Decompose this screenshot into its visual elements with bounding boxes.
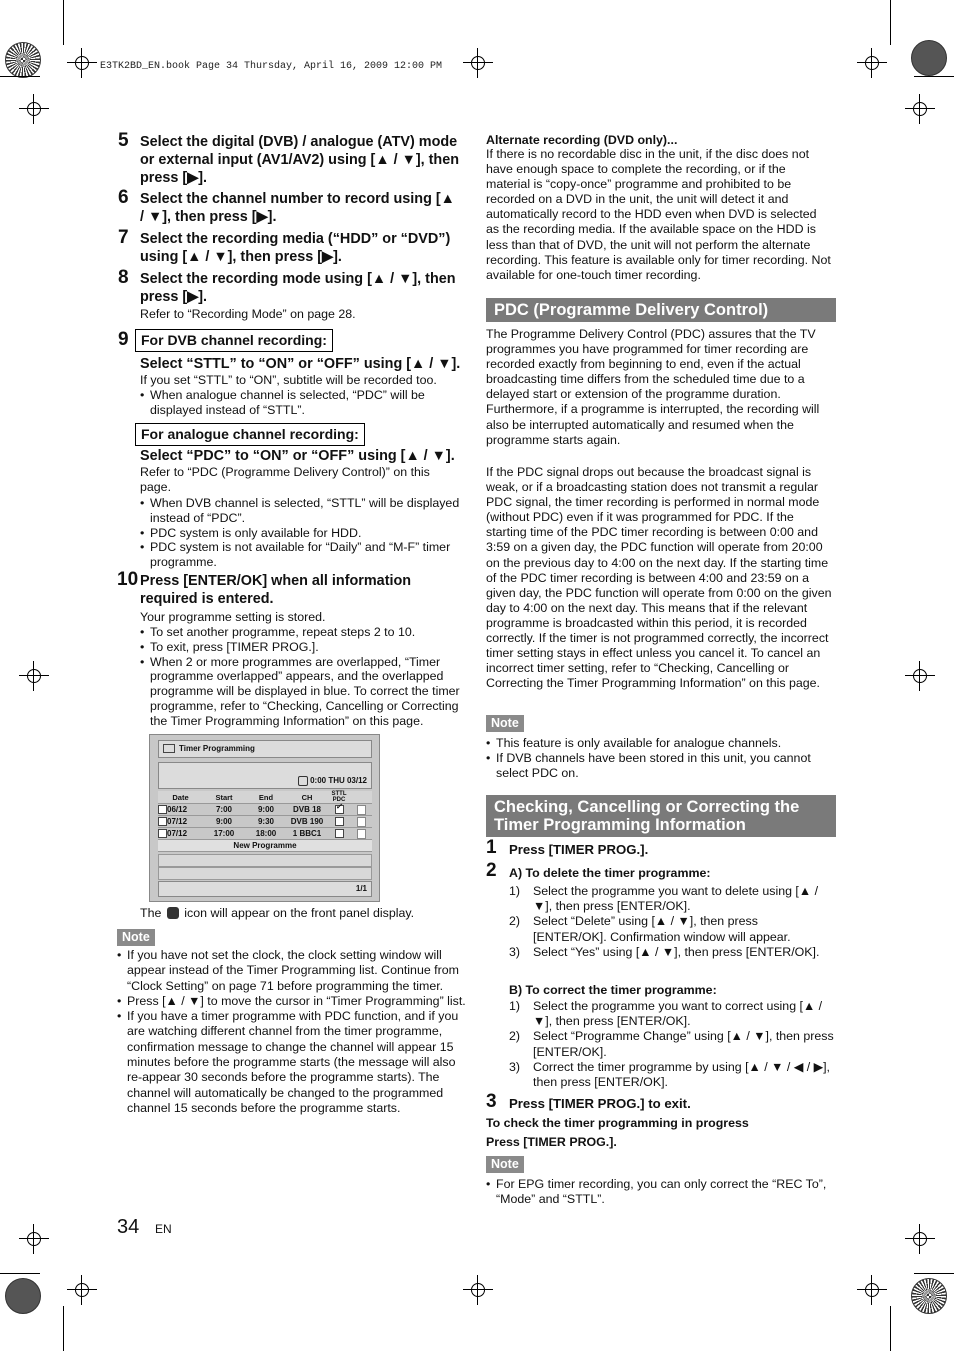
crosshair-mark [67, 1275, 97, 1305]
bullet-list [140, 625, 467, 729]
registration-mark-top-right [911, 40, 947, 76]
step-text: Select the recording mode using [▲ / ▼], then press [▶]. [140, 271, 456, 305]
list-item: • This feature is only available for analogue channels. [486, 736, 831, 751]
list-item: • When analogue channel is selected, “PDC” will be displayed instead of “STTL”. [140, 388, 465, 418]
language-code: EN [155, 1222, 172, 1236]
trim-line [890, 1306, 891, 1351]
screen-clock-bar [158, 762, 372, 789]
check-icon[interactable] [335, 817, 344, 826]
screen-time: 0:00 THU 03/12 [310, 776, 367, 786]
list-item: • To exit, press [TIMER PROG.]. [140, 640, 467, 655]
alternate-recording-text: If there is no recordable disc in the unit, if the disc does not have enough space to complete the recording, or if the material is “copy-once” programme and prohibited to be recorded on a DVD in the unit, the unit will detect it and automatically record to the HDD even when DVD is selected as the recording media. If the available space on the HDD is less than that of DVD, the unit will not perform the alternate recording. This feature is available only for timer recording. Not available for one-touch timer recording. [486, 147, 831, 282]
step-subtext: Refer to “Recording Mode” on page 28. [140, 307, 356, 321]
new-programme-row[interactable]: New Programme [158, 840, 372, 852]
icon-caption: The icon will appear on the front panel display. [140, 906, 415, 920]
pdc-section-heading: PDC (Programme Delivery Control) [486, 298, 836, 322]
pdc-paragraph: The Programme Delivery Control (PDC) assures that the TV programmes you have programmed for timer recording are recorded exactly from beginning to end, even if the actual broadcasting time differs from the scheduled time due to a delayed start or extension of the programme duration. Furthermore, if a programme is interrupted, the recording will also be interrupted automatically and resumed when the programme starts again. [486, 327, 820, 447]
crosshair-mark [905, 94, 935, 124]
list-item: 2) Select “Programme Change” using [▲ / ▼], then press [ENTER/OK]. [509, 1029, 834, 1059]
table-row[interactable]: 07/12 17:00 18:00 1 BBC1 [158, 828, 372, 840]
table-row[interactable]: 06/12 7:00 9:00 DVB 18 ✓ [158, 804, 372, 816]
step-number: 10 [117, 569, 139, 590]
delete-heading: A) To delete the timer programme: [509, 866, 711, 880]
list-item: • If you have not set the clock, the clock setting window will appear instead of the Timer Programming list. Continue from “Clock Setting” on page 71 before programming the timer. [117, 948, 467, 994]
page-icon [357, 805, 366, 815]
trim-line [890, 0, 891, 45]
step-text: Select “STTL” to “ON” or “OFF” using [▲ / ▼]. [140, 356, 461, 372]
step-text: Press [ENTER/OK] when all information required is entered. [140, 573, 412, 607]
page-icon [357, 829, 366, 839]
registration-mark-top-left [5, 42, 41, 78]
step-number: 3 [486, 1091, 497, 1112]
list-item: • PDC system is not available for “Daily” and “M-F” timer programme. [140, 540, 467, 570]
step-subtext: Your programme setting is stored. [140, 610, 326, 624]
step-number: 7 [118, 227, 129, 248]
registration-mark-bottom-right [911, 1278, 947, 1314]
crosshair-mark [905, 1224, 935, 1254]
note-label: Note [117, 929, 155, 946]
correct-steps [509, 999, 834, 1090]
page-icon [357, 817, 366, 827]
delete-steps [509, 884, 831, 960]
step-number: 5 [118, 130, 129, 151]
step-number: 6 [118, 187, 129, 208]
registration-mark-bottom-left [5, 1278, 41, 1314]
note-list [486, 1177, 834, 1207]
checkbox-icon[interactable] [158, 805, 167, 814]
list-item: • PDC system is only available for HDD. [140, 526, 467, 541]
step-text: Select the channel number to record using [▲ / ▼], then press [▶]. [140, 191, 455, 225]
checkbox-icon[interactable] [158, 817, 167, 826]
step-text: Select the digital (DVB) / analogue (ATV) mode or external input (AV1/AV2) using [▲ / ▼], then press [▶]. [140, 134, 459, 186]
bullet-list [140, 388, 465, 418]
timer-list-table [158, 791, 372, 852]
crosshair-mark [857, 48, 887, 78]
crosshair-mark [19, 94, 49, 124]
screen-title-bar [158, 740, 372, 758]
list-item: • If you have a timer programme with PDC function, and if you are watching different channel from the timer programme, confirmation message to change the channel will appear 15 minutes before the programme starts (the message will also re-appear 30 seconds before the programme starts). The channel will automatically be changed to the programmed channel 15 seconds before the programme starts. [117, 1009, 467, 1116]
checkbox-icon[interactable] [158, 829, 167, 838]
pdc-paragraph: If the PDC signal drops out because the broadcast signal is weak, or if a broadcasting station does not transmit a regular PDC signal, the timer recording is performed in normal mode (without PDC) even if it was programmed for PDC. If the starting time of the PDC timer recording is between 0:00 and 3:59 on a given day, the PDC function will operate from 20:00 on the previous day to 4:00 on the next day. If the starting time of the PDC timer recording is between 4:00 and 23:59 on a given day, the PDC function will operate from 0:00 on the given day to 4:00 on the next day. This means that if the relevant programme is broadcasted within this period, it is recorded correctly. If the timer is not programmed correctly, the incorrect timer setting stays in effect unless you cancel it. To cancel an incorrect timer setting, refer to “Checking, Cancelling or Correcting the Timer Programming Information” on this page. [486, 465, 832, 691]
bullet-list [140, 496, 467, 570]
crosshair-mark [19, 661, 49, 691]
step-number: 1 [486, 837, 497, 858]
list-item: 1) Select the programme you want to delete using [▲ / ▼], then press [ENTER/OK]. [509, 884, 819, 914]
col-date: Date [158, 791, 203, 804]
col-sttl-pdc: STTL PDC [327, 791, 351, 804]
crosshair-mark [905, 661, 935, 691]
trim-line [914, 76, 954, 77]
note-list [117, 948, 467, 1116]
progress-heading: To check the timer programming in progress [486, 1116, 749, 1130]
crosshair-mark [19, 1224, 49, 1254]
trim-line [0, 1273, 40, 1274]
check-icon[interactable] [335, 829, 344, 838]
list-item: 1) Select the programme you want to correct using [▲ / ▼], then press [ENTER/OK]. [509, 999, 823, 1029]
trim-line [63, 1306, 64, 1351]
page-number: 34 [117, 1216, 140, 1238]
step-text: Select the recording media (“HDD” or “DVD”) using [▲ / ▼], then press [▶]. [140, 231, 451, 265]
analogue-recording-label: For analogue channel recording: [135, 423, 365, 446]
correct-heading: B) To correct the timer programme: [509, 983, 717, 997]
step-number: 9 [118, 329, 129, 350]
step-text: Press [TIMER PROG.]. [509, 842, 649, 857]
list-item: • To set another programme, repeat steps 2 to 10. [140, 625, 467, 640]
book-header: E3TK2BD_EN.book Page 34 Thursday, April 16, 2009 12:00 PM [100, 61, 443, 72]
trim-line [0, 76, 40, 77]
empty-row [158, 854, 372, 867]
list-item: • For EPG timer recording, you can only correct the “REC To”, “Mode” and “STTL”. [486, 1177, 834, 1207]
empty-row [158, 867, 372, 880]
progress-text: Press [TIMER PROG.]. [486, 1135, 617, 1149]
clock-icon [298, 776, 308, 786]
crosshair-mark [67, 48, 97, 78]
step-text: Press [TIMER PROG.] to exit. [509, 1096, 691, 1111]
step-number: 2 [486, 860, 497, 881]
table-row[interactable]: 07/12 9:00 9:30 DVB 190 [158, 816, 372, 828]
col-end: End [245, 791, 287, 804]
step-text: Select “PDC” to “ON” or “OFF” using [▲ / ▼]. [140, 448, 455, 464]
note-label: Note [486, 1156, 524, 1173]
checking-section-heading: Checking, Cancelling or Correcting the Timer Programming Information [486, 795, 836, 837]
trim-line [914, 1273, 954, 1274]
list-item: 3) Correct the timer programme by using [▲ / ▼ / ◀ / ▶], then press [ENTER/OK]. [509, 1059, 830, 1090]
tv-icon [163, 744, 175, 753]
list-item: • If DVB channels have been stored in this unit, you cannot select PDC on. [486, 751, 831, 781]
col-ch: CH [287, 791, 327, 804]
col-start: Start [203, 791, 245, 804]
list-item: 2) Select “Delete” using [▲ / ▼], then press [ENTER/OK]. Confirmation window will appear. [509, 914, 791, 944]
page-counter: 1/1 [355, 884, 367, 893]
timer-programming-screen [149, 734, 380, 902]
trim-line [63, 0, 64, 45]
crosshair-mark [857, 1275, 887, 1305]
screen-title: Timer Programming [179, 744, 255, 753]
step-subtext: Refer to “PDC (Programme Delivery Control)” on this page. [140, 465, 430, 494]
step-number: 8 [118, 267, 129, 288]
list-item: • When DVB channel is selected, “STTL” will be displayed instead of “PDC”. [140, 496, 467, 526]
list-item: 3) Select “Yes” using [▲ / ▼], then press [ENTER/OK]. [509, 944, 820, 959]
clock-icon [167, 907, 179, 919]
dvb-recording-label: For DVB channel recording: [135, 329, 333, 352]
list-item: • Press [▲ / ▼] to move the cursor in “Timer Programming” list. [117, 994, 467, 1009]
note-list [486, 736, 831, 780]
crosshair-mark [463, 48, 493, 78]
check-icon[interactable] [335, 805, 344, 814]
list-item: • When 2 or more programmes are overlapped, “Timer programme overlapped” appears, and the overlapped programme will be displayed in blue. To correct the timer programme, refer to “Checking, Cancelling or Correcting the Timer Programming Information” on this page. [140, 655, 467, 729]
col-extra [351, 791, 372, 804]
screen-footer [158, 881, 372, 897]
crosshair-mark [463, 1275, 493, 1305]
step-subtext: If you set “STTL” to “ON”, subtitle will be recorded too. [140, 373, 437, 387]
note-label: Note [486, 715, 524, 732]
alternate-recording-heading: Alternate recording (DVD only)... [486, 133, 678, 147]
